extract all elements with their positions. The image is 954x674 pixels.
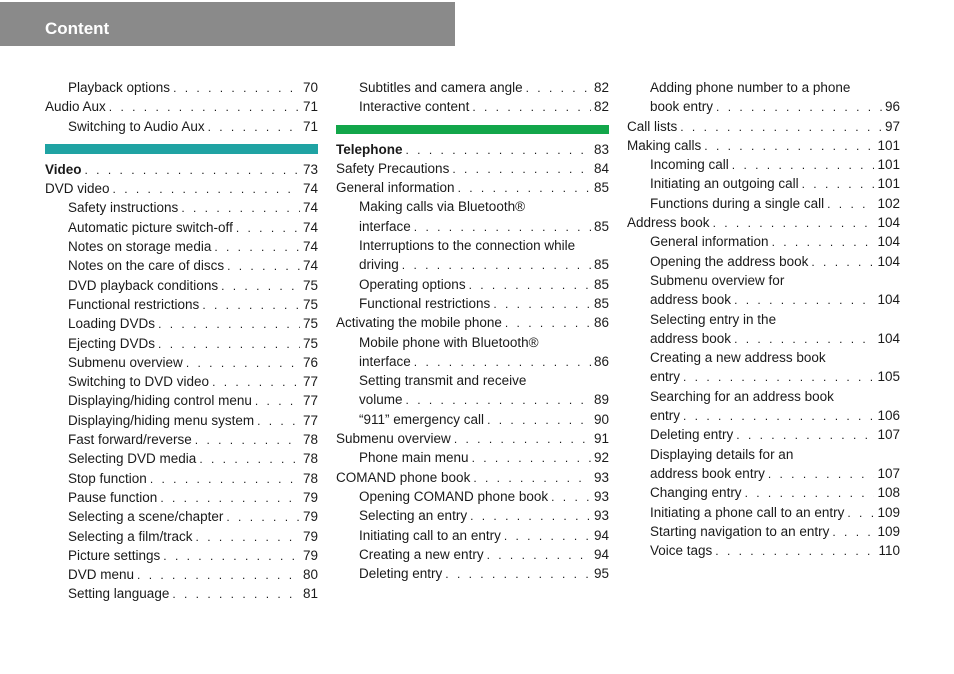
dot-leader bbox=[505, 314, 591, 332]
toc-page-number: 109 bbox=[877, 523, 900, 539]
toc-entry[interactable] bbox=[627, 425, 900, 444]
toc-entry[interactable] bbox=[336, 448, 609, 467]
toc-entry-text: address book entry bbox=[650, 465, 765, 481]
toc-entry[interactable] bbox=[45, 276, 318, 295]
toc-section-heading-video[interactable] bbox=[45, 160, 318, 179]
toc-page-number: 77 bbox=[302, 374, 318, 390]
toc-page-number: 104 bbox=[877, 292, 900, 308]
toc-page-number: 75 bbox=[302, 316, 318, 332]
toc-entry[interactable] bbox=[45, 565, 318, 584]
toc-entry bbox=[627, 310, 900, 329]
toc-entry-text: Telephone bbox=[336, 141, 403, 157]
toc-entry[interactable] bbox=[45, 237, 318, 256]
dot-leader bbox=[487, 546, 591, 564]
toc-entry[interactable] bbox=[627, 541, 900, 560]
toc-entry-text: Creating a new entry bbox=[359, 546, 484, 562]
toc-entry[interactable] bbox=[45, 488, 318, 507]
toc-entry-text: Searching for an address book bbox=[650, 388, 834, 404]
toc-entry-text: Creating a new address book bbox=[650, 350, 826, 366]
toc-page-number: 77 bbox=[302, 393, 318, 409]
toc-entry-text: Pause function bbox=[68, 489, 158, 505]
toc-entry bbox=[336, 333, 609, 352]
toc-entry-text: Voice tags bbox=[650, 543, 713, 559]
toc-page-number: 78 bbox=[302, 451, 318, 467]
toc-group bbox=[45, 179, 318, 604]
toc-page-number: 75 bbox=[302, 296, 318, 312]
toc-entry[interactable] bbox=[627, 522, 900, 541]
toc-entry[interactable] bbox=[336, 255, 609, 274]
toc-entry-text: Displaying details for an bbox=[650, 446, 794, 462]
dot-leader bbox=[452, 160, 591, 178]
toc-entry-text: book entry bbox=[650, 99, 714, 115]
toc-entry[interactable] bbox=[336, 564, 609, 583]
toc-entry-text: Displaying/hiding control menu bbox=[68, 393, 252, 409]
toc-entry[interactable] bbox=[627, 155, 900, 174]
toc-page-number: 104 bbox=[877, 215, 900, 231]
dot-leader bbox=[406, 141, 591, 159]
toc-entry[interactable] bbox=[336, 159, 609, 178]
toc-entry-text: Selecting entry in the bbox=[650, 311, 777, 327]
toc-page-number: 93 bbox=[593, 488, 609, 504]
toc-entry-text: Fast forward/reverse bbox=[68, 432, 192, 448]
toc-entry[interactable] bbox=[45, 546, 318, 565]
toc-entry-text: Incoming call bbox=[650, 157, 729, 173]
toc-entry-text: Automatic picture switch-off bbox=[68, 219, 233, 235]
page-title: Content bbox=[45, 19, 110, 38]
telephone-section-bar bbox=[336, 125, 609, 134]
dot-leader bbox=[472, 449, 591, 467]
toc-entry-text: Audio Aux bbox=[45, 99, 106, 115]
toc-page-number: 85 bbox=[593, 276, 609, 292]
dot-leader bbox=[526, 79, 591, 97]
toc-entry-text: DVD video bbox=[45, 181, 110, 197]
toc-entry[interactable] bbox=[627, 367, 900, 386]
dot-leader bbox=[186, 354, 300, 372]
toc-entry[interactable] bbox=[45, 314, 318, 333]
toc-page-number: 90 bbox=[593, 411, 609, 427]
toc-page-number: 84 bbox=[593, 160, 609, 176]
dot-leader bbox=[414, 218, 591, 236]
toc-page-number: 79 bbox=[302, 509, 318, 525]
dot-leader bbox=[493, 295, 591, 313]
toc-entry-text: Functional restrictions bbox=[68, 296, 200, 312]
toc-entry[interactable] bbox=[627, 464, 900, 483]
dot-leader bbox=[406, 391, 591, 409]
toc-entry-text: Loading DVDs bbox=[68, 316, 156, 332]
toc-entry-text: entry bbox=[650, 408, 681, 424]
toc-entry-text: volume bbox=[359, 392, 403, 408]
toc-entry[interactable] bbox=[45, 256, 318, 275]
toc-entry-text: General information bbox=[650, 234, 769, 250]
toc-entry-text: Making calls bbox=[627, 137, 702, 153]
toc-entry-text: Ejecting DVDs bbox=[68, 335, 156, 351]
dot-leader bbox=[208, 118, 300, 136]
toc-page-number: 104 bbox=[877, 330, 900, 346]
toc-page-number: 78 bbox=[302, 432, 318, 448]
toc-entry[interactable] bbox=[336, 275, 609, 294]
toc-entry[interactable] bbox=[336, 352, 609, 371]
toc-entry[interactable] bbox=[45, 584, 318, 603]
toc-entry[interactable] bbox=[336, 468, 609, 487]
dot-leader bbox=[158, 315, 300, 333]
dot-leader bbox=[470, 507, 591, 525]
toc-entry-text: General information bbox=[336, 180, 455, 196]
dot-leader bbox=[199, 450, 300, 468]
toc-entry[interactable] bbox=[336, 78, 609, 97]
toc-entry[interactable] bbox=[336, 313, 609, 332]
toc-page-number: 77 bbox=[302, 412, 318, 428]
dot-leader bbox=[196, 528, 300, 546]
toc-page-number: 75 bbox=[302, 335, 318, 351]
toc-entry-text: Submenu overview for bbox=[650, 272, 785, 288]
toc-column-3 bbox=[627, 78, 900, 560]
toc-entry[interactable] bbox=[45, 97, 318, 116]
toc-column-1 bbox=[45, 78, 318, 604]
toc-page-number: 107 bbox=[877, 465, 900, 481]
toc-entry-text: Selecting DVD media bbox=[68, 451, 197, 467]
toc-entry[interactable] bbox=[45, 449, 318, 468]
toc-page-number: 79 bbox=[302, 547, 318, 563]
dot-leader bbox=[236, 219, 300, 237]
toc-page-number: 71 bbox=[302, 99, 318, 115]
toc-page-number: 86 bbox=[593, 315, 609, 331]
toc-entry-text: Selecting an entry bbox=[359, 508, 468, 524]
toc-page-number: 107 bbox=[877, 427, 900, 443]
toc-entry[interactable] bbox=[45, 117, 318, 136]
toc-entry[interactable] bbox=[627, 117, 900, 136]
toc-entry-text: Mobile phone with Bluetooth® bbox=[359, 334, 539, 350]
toc-page-number: 96 bbox=[884, 99, 900, 115]
toc-entry[interactable] bbox=[336, 390, 609, 409]
toc-entry-text: interface bbox=[359, 218, 411, 234]
toc-page-number: 104 bbox=[877, 234, 900, 250]
dot-leader bbox=[504, 527, 591, 545]
toc-group bbox=[45, 78, 318, 136]
toc-page-number: 104 bbox=[877, 253, 900, 269]
toc-entry-text: Subtitles and camera angle bbox=[359, 80, 523, 95]
dot-leader bbox=[195, 431, 300, 449]
toc-entry[interactable] bbox=[627, 194, 900, 213]
dot-leader bbox=[802, 175, 875, 193]
toc-entry[interactable] bbox=[627, 290, 900, 309]
dot-leader bbox=[827, 195, 874, 213]
toc-entry-text: Opening COMAND phone book bbox=[359, 488, 549, 504]
toc-entry-text: Notes on the care of discs bbox=[68, 258, 225, 274]
toc-entry-text: Playback options bbox=[68, 80, 171, 95]
toc-entry-text: Initiating an outgoing call bbox=[650, 176, 799, 192]
dot-leader bbox=[487, 411, 591, 429]
dot-leader bbox=[683, 407, 874, 425]
toc-entry bbox=[627, 271, 900, 290]
toc-page-number: 93 bbox=[593, 508, 609, 524]
toc-entry[interactable] bbox=[45, 179, 318, 198]
toc-page-number: 93 bbox=[593, 469, 609, 485]
toc-entry-text: Switching to DVD video bbox=[68, 374, 210, 390]
toc-group bbox=[336, 78, 609, 117]
toc-entry-text: interface bbox=[359, 353, 411, 369]
toc-entry-text: Starting navigation to an entry bbox=[650, 523, 830, 539]
dot-leader bbox=[473, 469, 591, 487]
toc-page-number: 109 bbox=[877, 504, 900, 520]
toc-page-number: 85 bbox=[593, 295, 609, 311]
dot-leader bbox=[173, 79, 300, 97]
toc-entry-text: Video bbox=[45, 161, 82, 177]
dot-leader bbox=[683, 368, 874, 386]
dot-leader bbox=[734, 291, 874, 309]
dot-leader bbox=[414, 353, 591, 371]
dot-leader bbox=[172, 585, 300, 603]
toc-entry-text: Displaying/hiding menu system bbox=[68, 412, 255, 428]
dot-leader bbox=[713, 214, 875, 232]
dot-leader bbox=[469, 276, 591, 294]
dot-leader bbox=[227, 257, 300, 275]
toc-entry bbox=[336, 371, 609, 390]
toc-page-number: 101 bbox=[877, 176, 900, 192]
toc-page-number: 86 bbox=[593, 353, 609, 369]
toc-page-number: 97 bbox=[884, 118, 900, 134]
toc-page-number: 82 bbox=[593, 99, 609, 115]
toc-entry[interactable] bbox=[336, 294, 609, 313]
toc-entry bbox=[336, 236, 609, 255]
toc-entry-text: Notes on storage media bbox=[68, 239, 212, 255]
dot-leader bbox=[226, 508, 300, 526]
toc-page-number: 92 bbox=[593, 450, 609, 466]
toc-page-number: 74 bbox=[302, 258, 318, 274]
dot-leader bbox=[160, 489, 300, 507]
dot-leader bbox=[221, 277, 300, 295]
toc-page-number: 74 bbox=[302, 219, 318, 235]
toc-page-number: 94 bbox=[593, 527, 609, 543]
toc-entry-text: entry bbox=[650, 369, 681, 385]
toc-page-number: 101 bbox=[877, 157, 900, 173]
toc-group bbox=[336, 159, 609, 584]
toc-page-number: 91 bbox=[593, 431, 609, 447]
toc-entry-text: Opening the address book bbox=[650, 253, 809, 269]
toc-entry[interactable] bbox=[45, 430, 318, 449]
dot-leader bbox=[402, 256, 591, 274]
toc-page-number: 74 bbox=[302, 239, 318, 255]
toc-entry[interactable] bbox=[627, 174, 900, 193]
toc-entry[interactable] bbox=[627, 136, 900, 155]
dot-leader bbox=[454, 430, 591, 448]
toc-entry-text: Operating options bbox=[359, 276, 466, 292]
toc-entry[interactable] bbox=[627, 232, 900, 251]
toc-entry[interactable] bbox=[627, 252, 900, 271]
dot-leader bbox=[257, 412, 300, 430]
toc-entry[interactable] bbox=[336, 217, 609, 236]
toc-page-number: 108 bbox=[877, 485, 900, 501]
toc-entry-text: Initiating call to an entry bbox=[359, 527, 501, 543]
dot-leader bbox=[158, 335, 300, 353]
toc-entry[interactable] bbox=[336, 545, 609, 564]
toc-entry bbox=[627, 445, 900, 464]
toc-page-number: 110 bbox=[878, 543, 900, 559]
toc-entry[interactable] bbox=[336, 526, 609, 545]
toc-entry-text: Adding phone number to a phone bbox=[650, 80, 851, 95]
toc-entry-text: Phone main menu bbox=[359, 450, 469, 466]
toc-entry-text: “911” emergency call bbox=[359, 411, 485, 427]
toc-entry[interactable] bbox=[336, 487, 609, 506]
dot-leader bbox=[772, 233, 875, 251]
toc-page-number: 89 bbox=[593, 392, 609, 408]
dot-leader bbox=[680, 118, 882, 136]
toc-entry-text: Stop function bbox=[68, 470, 147, 486]
toc-page-number: 85 bbox=[593, 257, 609, 273]
toc-entry-text: Safety instructions bbox=[68, 200, 179, 216]
toc-page-number: 78 bbox=[302, 470, 318, 486]
toc-entry-text: Interruptions to the connection while bbox=[359, 238, 576, 254]
toc-page-number: 85 bbox=[593, 180, 609, 196]
dot-leader bbox=[163, 547, 300, 565]
toc-entry-text: Initiating a phone call to an entry bbox=[650, 504, 845, 520]
toc-entry-text: Interactive content bbox=[359, 99, 470, 115]
toc-entry-text: Address book bbox=[627, 215, 710, 231]
toc-entry-text: Call lists bbox=[627, 118, 678, 134]
toc-entry[interactable] bbox=[627, 406, 900, 425]
dot-leader bbox=[734, 330, 874, 348]
toc-entry[interactable] bbox=[627, 97, 900, 116]
toc-page-number: 102 bbox=[877, 195, 900, 211]
toc-entry[interactable] bbox=[627, 503, 900, 522]
toc-column-2 bbox=[336, 78, 609, 583]
dot-leader bbox=[181, 199, 300, 217]
toc-entry-text: Functional restrictions bbox=[359, 295, 491, 311]
dot-leader bbox=[113, 180, 300, 198]
page-header bbox=[0, 2, 455, 46]
toc-page-number: 70 bbox=[302, 80, 318, 95]
dot-leader bbox=[736, 426, 874, 444]
toc-entry bbox=[336, 197, 609, 216]
dot-leader bbox=[150, 470, 300, 488]
dot-leader bbox=[832, 523, 874, 541]
toc-entry-text: driving bbox=[359, 257, 399, 273]
toc-page-number: 79 bbox=[302, 489, 318, 505]
toc-page-number: 83 bbox=[593, 141, 609, 157]
toc-entry bbox=[627, 387, 900, 406]
toc-entry[interactable] bbox=[45, 372, 318, 391]
dot-leader bbox=[551, 488, 591, 506]
dot-leader bbox=[214, 238, 300, 256]
toc-entry-text: Activating the mobile phone bbox=[336, 315, 502, 331]
toc-page-number: 74 bbox=[302, 200, 318, 216]
toc-page-number: 105 bbox=[877, 369, 900, 385]
toc-page-number: 85 bbox=[593, 218, 609, 234]
toc-entry bbox=[627, 78, 900, 97]
dot-leader bbox=[768, 465, 875, 483]
toc-entry-text: COMAND phone book bbox=[336, 469, 471, 485]
toc-section-heading-telephone[interactable] bbox=[336, 140, 609, 159]
dot-leader bbox=[715, 542, 875, 560]
toc-page-number: 79 bbox=[302, 528, 318, 544]
dot-leader bbox=[202, 296, 300, 314]
toc-entry[interactable] bbox=[45, 411, 318, 430]
toc-page-number: 75 bbox=[302, 277, 318, 293]
toc-entry[interactable] bbox=[336, 410, 609, 429]
toc-entry[interactable] bbox=[45, 218, 318, 237]
dot-leader bbox=[704, 137, 874, 155]
toc-entry-text: address book bbox=[650, 330, 732, 346]
toc-entry[interactable] bbox=[45, 334, 318, 353]
toc-page-number: 74 bbox=[302, 181, 318, 197]
toc-entry[interactable] bbox=[336, 178, 609, 197]
dot-leader bbox=[212, 373, 300, 391]
toc-entry[interactable] bbox=[45, 295, 318, 314]
toc-entry-text: Submenu overview bbox=[68, 354, 183, 370]
dot-leader bbox=[458, 179, 591, 197]
video-section-bar bbox=[45, 144, 318, 154]
dot-leader bbox=[847, 504, 874, 522]
dot-leader bbox=[85, 161, 300, 179]
toc-entry bbox=[627, 348, 900, 367]
toc-entry-text: Making calls via Bluetooth® bbox=[359, 199, 526, 215]
dot-leader bbox=[445, 565, 591, 583]
toc-entry[interactable] bbox=[45, 507, 318, 526]
toc-group bbox=[627, 78, 900, 560]
toc-entry-text: Submenu overview bbox=[336, 431, 451, 447]
dot-leader bbox=[472, 98, 591, 116]
toc-entry-text: Setting language bbox=[68, 586, 170, 602]
toc-entry-text: address book bbox=[650, 292, 732, 308]
toc-entry-text: Setting transmit and receive bbox=[359, 373, 527, 389]
toc-entry[interactable] bbox=[627, 213, 900, 232]
toc-entry[interactable] bbox=[45, 78, 318, 97]
toc-page-number: 81 bbox=[302, 586, 318, 602]
toc-page-number: 71 bbox=[302, 118, 318, 134]
toc-page-number: 82 bbox=[593, 80, 609, 95]
dot-leader bbox=[137, 566, 300, 584]
toc-entry[interactable] bbox=[45, 527, 318, 546]
toc-page-number: 101 bbox=[877, 137, 900, 153]
toc-page-number: 106 bbox=[877, 408, 900, 424]
toc-entry[interactable] bbox=[627, 483, 900, 502]
toc-entry-text: DVD playback conditions bbox=[68, 277, 219, 293]
toc-entry[interactable] bbox=[45, 353, 318, 372]
toc-entry[interactable] bbox=[45, 198, 318, 217]
toc-entry-text: Deleting entry bbox=[359, 566, 443, 582]
toc-entry[interactable] bbox=[336, 506, 609, 525]
toc-page-number: 94 bbox=[593, 546, 609, 562]
toc-entry[interactable] bbox=[45, 469, 318, 488]
toc-page-number: 95 bbox=[593, 566, 609, 582]
toc-entry[interactable] bbox=[336, 429, 609, 448]
toc-entry-text: Selecting a scene/chapter bbox=[68, 509, 224, 525]
toc-entry-text: Functions during a single call bbox=[650, 195, 825, 211]
toc-entry-text: Selecting a film/track bbox=[68, 528, 193, 544]
toc-page-number: 80 bbox=[302, 567, 318, 583]
dot-leader bbox=[732, 156, 875, 174]
toc-page-number: 73 bbox=[302, 161, 318, 177]
dot-leader bbox=[716, 98, 882, 116]
toc-entry[interactable] bbox=[45, 391, 318, 410]
dot-leader bbox=[745, 484, 875, 502]
toc-entry-text: Picture settings bbox=[68, 547, 161, 563]
dot-leader bbox=[811, 253, 874, 271]
toc-entry-text: Safety Precautions bbox=[336, 160, 450, 176]
dot-leader bbox=[255, 392, 300, 410]
toc-entry-text: Deleting entry bbox=[650, 427, 734, 443]
toc-entry[interactable] bbox=[627, 329, 900, 348]
toc-entry-text: Changing entry bbox=[650, 485, 742, 501]
toc-page-number: 76 bbox=[302, 354, 318, 370]
toc-entry-text: DVD menu bbox=[68, 567, 135, 583]
toc-entry-text: Switching to Audio Aux bbox=[68, 118, 205, 134]
toc-entry[interactable] bbox=[336, 97, 609, 116]
dot-leader bbox=[109, 98, 300, 116]
